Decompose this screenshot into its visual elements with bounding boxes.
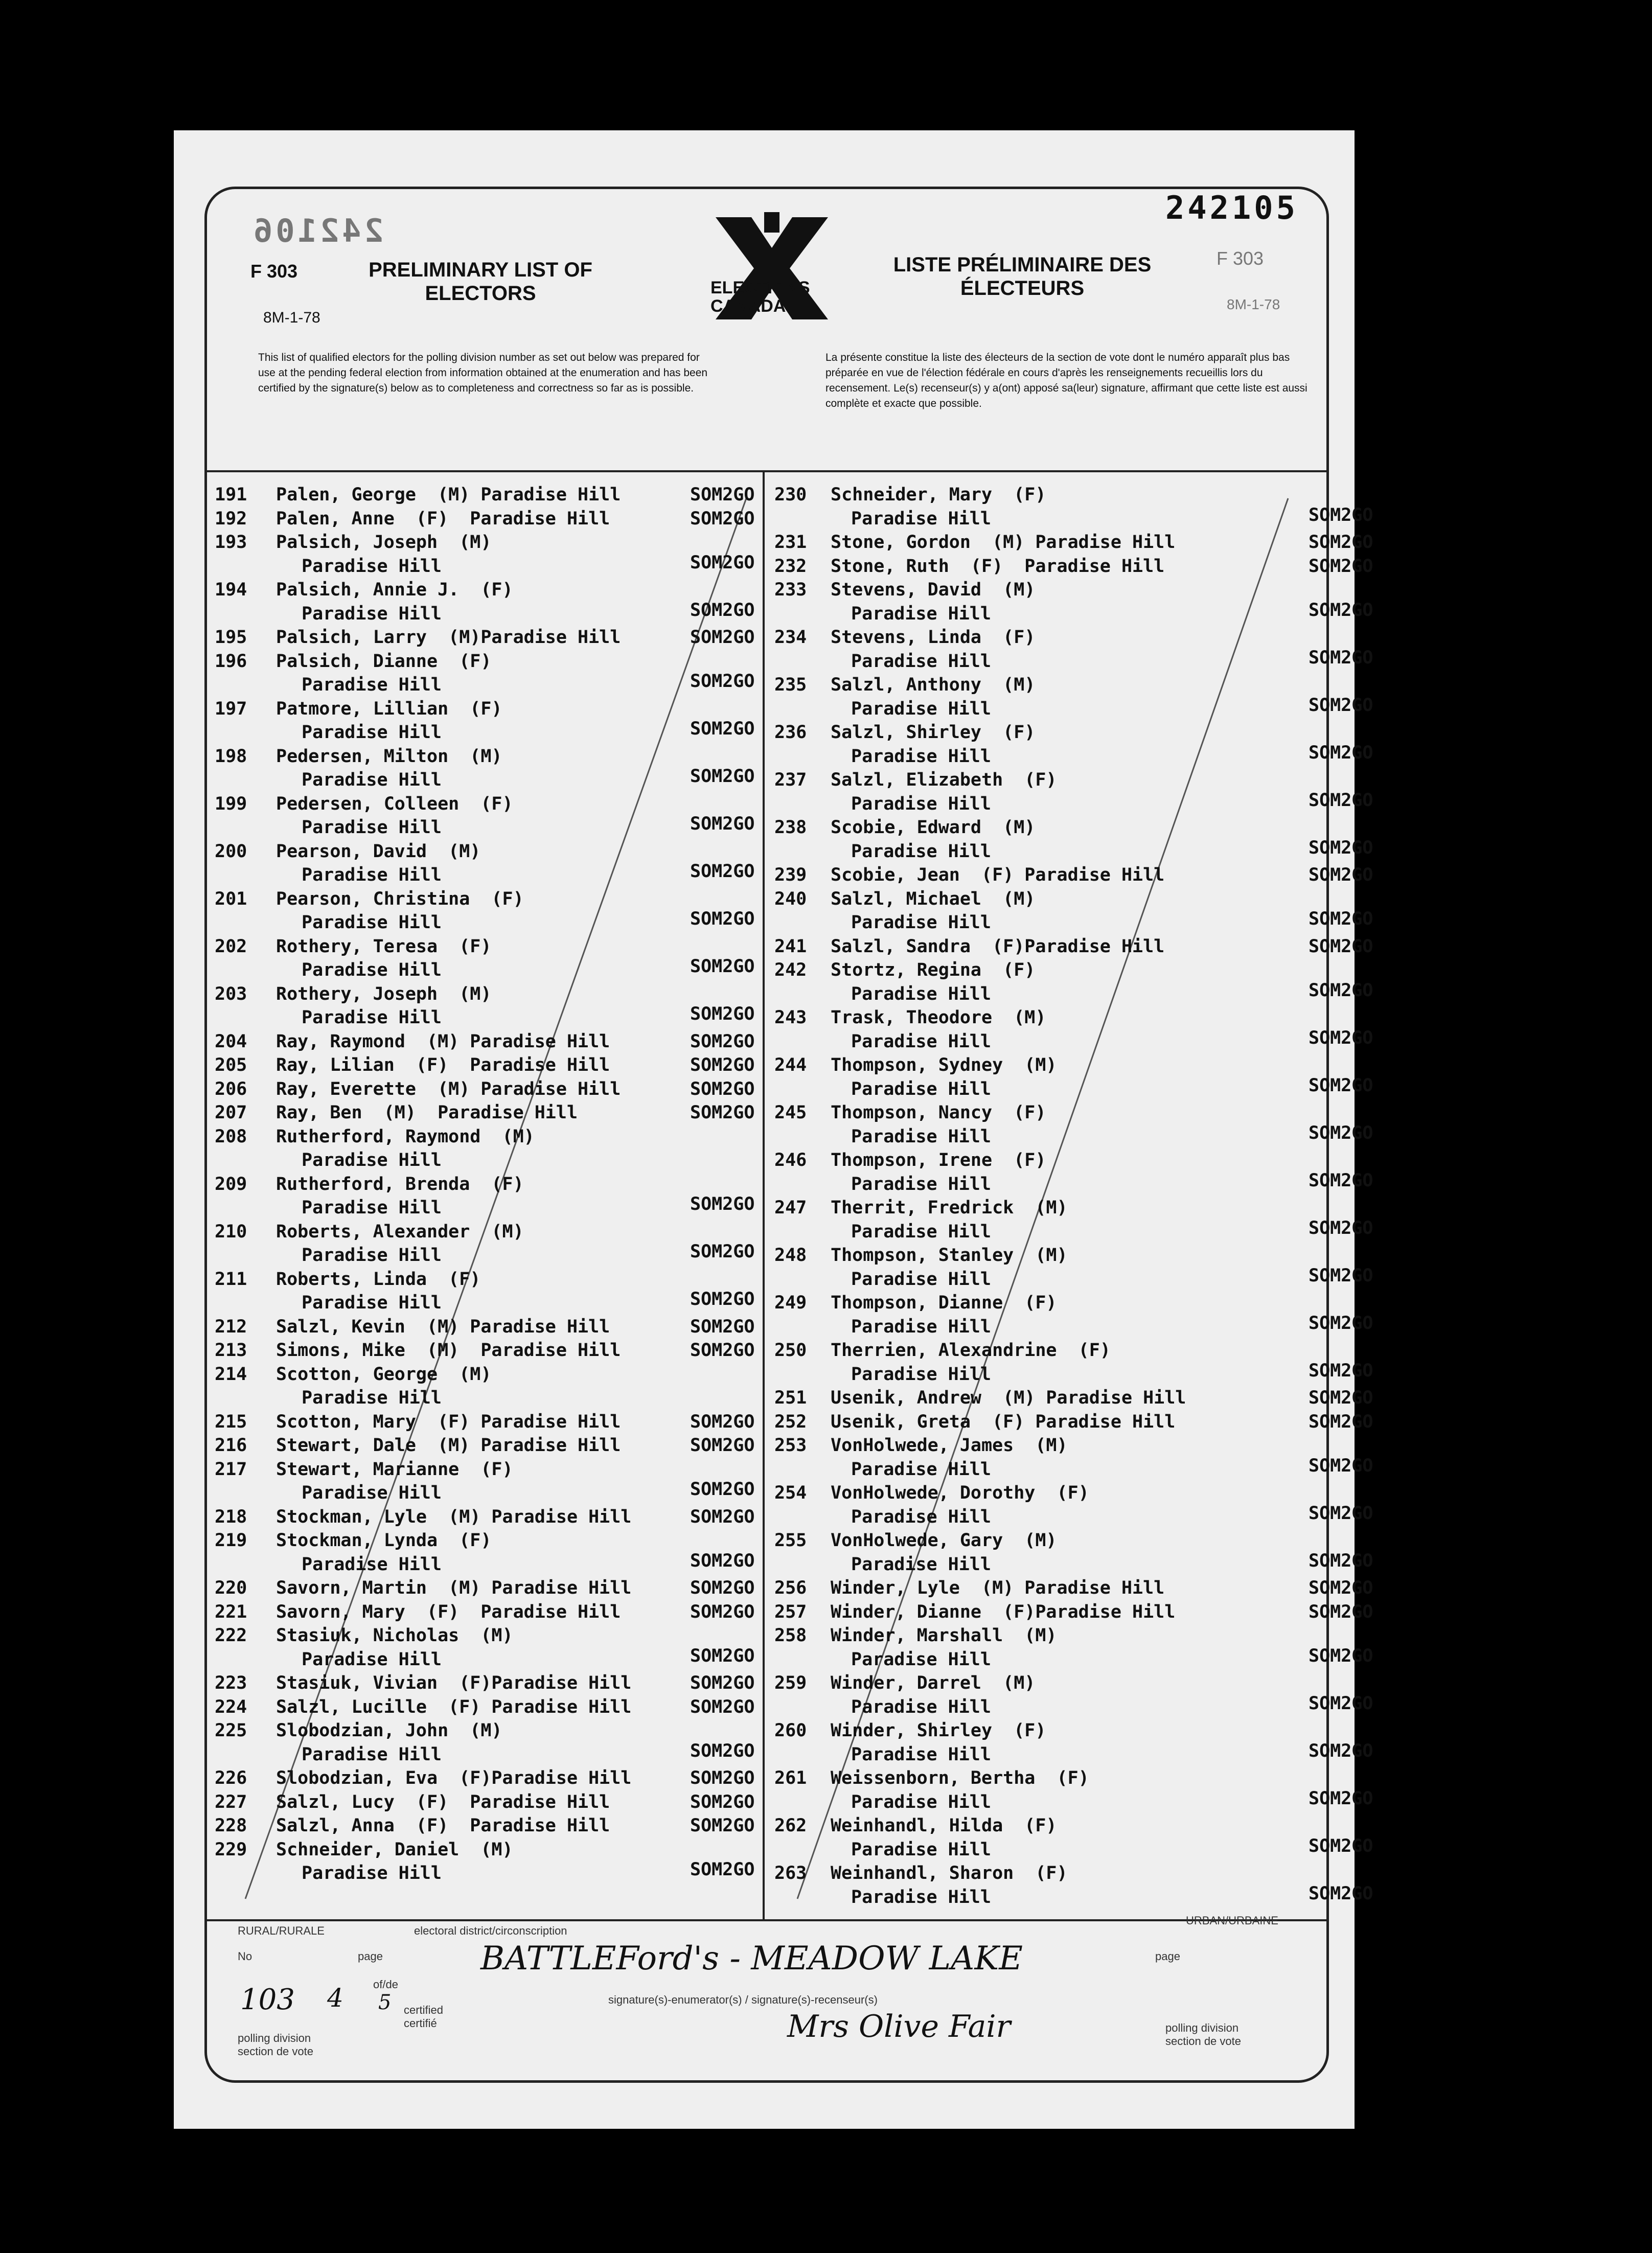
postal-code: SOM2GO — [690, 1578, 755, 1598]
elector-town: Paradise Hill — [302, 912, 442, 933]
elector-number: 257 — [774, 1601, 807, 1622]
elector-name: Rutherford, Brenda (F) — [276, 1174, 524, 1194]
elector-name: Salzl, Lucille (F) Paradise Hill — [276, 1696, 632, 1717]
elector-number: 195 — [215, 627, 247, 648]
elector-name: Stewart, Marianne (F) — [276, 1459, 513, 1480]
elector-number: 223 — [215, 1673, 247, 1693]
postal-code: SOM2GO — [1309, 790, 1373, 811]
elector-name: Ray, Everette (M) Paradise Hill — [276, 1078, 621, 1099]
postal-code: SOM2GO — [690, 1102, 755, 1123]
elector-name: Weinhandl, Hilda (F) — [831, 1815, 1057, 1836]
elector-number: 255 — [774, 1530, 807, 1551]
elector-number: 221 — [215, 1601, 247, 1622]
serial-number: 242105 — [1165, 189, 1298, 226]
postal-code: SOM2GO — [690, 1768, 755, 1788]
elector-number: 254 — [774, 1483, 807, 1503]
elector-number: 238 — [774, 817, 807, 838]
elector-name: Salzl, Anna (F) Paradise Hill — [276, 1815, 610, 1836]
postal-code: SOM2GO — [690, 1316, 755, 1337]
elector-number: 236 — [774, 722, 807, 743]
postal-code: SOM2GO — [690, 1411, 755, 1432]
elector-name: Usenik, Greta (F) Paradise Hill — [831, 1411, 1176, 1432]
elector-name: Thompson, Irene (F) — [831, 1150, 1046, 1170]
elector-number: 232 — [774, 556, 807, 577]
elector-number: 216 — [215, 1435, 247, 1456]
elector-name: Stasiuk, Nicholas (M) — [276, 1625, 513, 1646]
postal-code: SOM2GO — [1309, 1360, 1373, 1381]
elector-number: 252 — [774, 1411, 807, 1432]
elector-number: 231 — [774, 532, 807, 553]
elector-number: 233 — [774, 580, 807, 600]
elector-town: Paradise Hill — [302, 1554, 442, 1575]
elector-name: Thompson, Nancy (F) — [831, 1102, 1046, 1123]
elector-number: 239 — [774, 865, 807, 885]
postal-code: SOM2GO — [1309, 837, 1373, 858]
postal-code: SOM2GO — [690, 1696, 755, 1717]
postal-code: SOM2GO — [1309, 1503, 1373, 1524]
elector-town: Paradise Hill — [302, 1388, 442, 1408]
elector-town: Paradise Hill — [851, 1459, 991, 1480]
elector-name: Stortz, Regina (F) — [831, 960, 1036, 980]
elector-number: 200 — [215, 841, 247, 862]
elector-number: 211 — [215, 1269, 247, 1290]
elector-town: Paradise Hill — [851, 1364, 991, 1385]
elector-name: Pearson, Christina (F) — [276, 888, 524, 909]
elector-name: Schneider, Daniel (M) — [276, 1839, 513, 1860]
elector-number: 215 — [215, 1411, 247, 1432]
elector-number: 201 — [215, 888, 247, 909]
postal-code: SOM2GO — [690, 1194, 755, 1215]
elector-town: Paradise Hill — [302, 770, 442, 790]
postal-code: SOM2GO — [1309, 1217, 1373, 1238]
postal-code: SOM2GO — [690, 719, 755, 740]
postal-code: SOM2GO — [1309, 532, 1373, 553]
elector-number: 240 — [774, 888, 807, 909]
elector-name: Therrien, Alexandrine (F) — [831, 1340, 1111, 1361]
title-french: LISTE PRÉLIMINAIRE DES ÉLECTEURS — [893, 254, 1152, 300]
elector-town: Paradise Hill — [851, 1887, 991, 1907]
postal-code: SOM2GO — [1309, 504, 1373, 525]
elector-number: 228 — [215, 1815, 247, 1836]
district-label: electoral district/circonscription — [414, 1924, 567, 1937]
elector-name: Ray, Lilian (F) Paradise Hill — [276, 1055, 610, 1075]
postal-code: SOM2GO — [690, 1004, 755, 1025]
elector-town: Paradise Hill — [851, 1696, 991, 1717]
postal-code: SOM2GO — [1309, 1788, 1373, 1809]
elector-name: Salzl, Lucy (F) Paradise Hill — [276, 1791, 610, 1812]
elector-name: Weissenborn, Bertha (F) — [831, 1768, 1089, 1788]
elector-name: Salzl, Kevin (M) Paradise Hill — [276, 1316, 610, 1337]
elector-number: 253 — [774, 1435, 807, 1456]
postal-code: SOM2GO — [1309, 1693, 1373, 1714]
district-handwritten: BATTLEFord's - MEADOW LAKE — [480, 1940, 1023, 1978]
postal-code: SOM2GO — [690, 1740, 755, 1761]
header-divider — [204, 470, 1326, 472]
elector-town: Paradise Hill — [851, 1174, 991, 1194]
elector-name: Palen, George (M) Paradise Hill — [276, 485, 621, 505]
elector-name: Patmore, Lillian (F) — [276, 698, 502, 719]
elector-number: 206 — [215, 1078, 247, 1099]
elector-name: Stockman, Lyle (M) Paradise Hill — [276, 1506, 632, 1527]
elector-number: 230 — [774, 485, 807, 505]
elector-name: Stockman, Lynda (F) — [276, 1530, 492, 1551]
postal-code: SOM2GO — [690, 861, 755, 882]
postal-code: SOM2GO — [690, 485, 755, 505]
postal-code: SOM2GO — [1309, 600, 1373, 620]
page-total-handwritten: 5 — [378, 1991, 392, 2014]
elector-name: VonHolwede, Dorothy (F) — [831, 1483, 1089, 1503]
postal-code: SOM2GO — [690, 766, 755, 787]
elector-name: Palsich, Joseph (M) — [276, 532, 492, 553]
elector-name: Simons, Mike (M) Paradise Hill — [276, 1340, 621, 1361]
elector-town: Paradise Hill — [851, 746, 991, 767]
postal-code: SOM2GO — [690, 814, 755, 835]
postal-code: SOM2GO — [1309, 1883, 1373, 1904]
postal-code: SOM2GO — [1309, 1455, 1373, 1476]
elector-town: Paradise Hill — [851, 1126, 991, 1147]
elector-town: Paradise Hill — [851, 651, 991, 672]
postal-code: SOM2GO — [690, 1815, 755, 1836]
postal-code: SOM2GO — [690, 1340, 755, 1361]
elector-town: Paradise Hill — [302, 1150, 442, 1170]
form-date-bleed: 8M-1-78 — [1227, 296, 1280, 312]
elector-number: 237 — [774, 770, 807, 790]
elector-town: Paradise Hill — [302, 1744, 442, 1765]
elector-name: Scotton, George (M) — [276, 1364, 492, 1385]
elector-number: 247 — [774, 1198, 807, 1218]
elector-name: Salzl, Sandra (F)Paradise Hill — [831, 936, 1165, 957]
postal-code: SOM2GO — [690, 1479, 755, 1500]
postal-code: SOM2GO — [690, 1506, 755, 1527]
elector-town: Paradise Hill — [302, 675, 442, 695]
elector-name: Winder, Lyle (M) Paradise Hill — [831, 1578, 1165, 1598]
elector-town: Paradise Hill — [851, 841, 991, 862]
elector-name: Palen, Anne (F) Paradise Hill — [276, 508, 610, 529]
elector-number: 192 — [215, 508, 247, 529]
elector-number: 256 — [774, 1578, 807, 1598]
elector-name: Pearson, David (M) — [276, 841, 481, 862]
elector-name: Rothery, Joseph (M) — [276, 983, 492, 1004]
poll-number-handwritten: 103 — [240, 1983, 295, 2016]
polling-division-label-right: polling division section de vote — [1165, 2021, 1241, 2048]
postal-code: SOM2GO — [690, 1055, 755, 1075]
elector-town: Paradise Hill — [851, 1316, 991, 1337]
no-label: No — [238, 1950, 253, 1963]
elector-number: 246 — [774, 1150, 807, 1170]
elector-town: Paradise Hill — [851, 508, 991, 529]
elector-name: Rothery, Teresa (F) — [276, 936, 492, 957]
enumerator-signature: Mrs Olive Fair — [787, 2009, 1011, 2044]
elector-number: 262 — [774, 1815, 807, 1836]
elector-name: Pedersen, Milton (M) — [276, 746, 502, 767]
elector-number: 194 — [215, 580, 247, 600]
preamble-english: This list of qualified electors for the polling division number as set out below was prepared for use at the pending federal election from information obtained at the enumeration and has been certified by the signature(s) below as to completeness and correctness so far as is possible. — [258, 352, 708, 394]
postal-code: SOM2GO — [690, 1791, 755, 1812]
elector-name: Therrit, Fredrick (M) — [831, 1198, 1068, 1218]
elector-name: Usenik, Andrew (M) Paradise Hill — [831, 1388, 1186, 1408]
postal-code: SOM2GO — [1309, 1075, 1373, 1096]
elector-town: Paradise Hill — [302, 1007, 442, 1028]
elector-town: Paradise Hill — [302, 817, 442, 838]
elector-number: 198 — [215, 746, 247, 767]
polling-division-label: polling division section de vote — [238, 2032, 313, 2058]
postal-code: SOM2GO — [1309, 936, 1373, 957]
postal-code: SOM2GO — [1309, 1601, 1373, 1622]
elector-name: Stone, Gordon (M) Paradise Hill — [831, 532, 1176, 553]
elector-number: 235 — [774, 675, 807, 695]
postal-code: SOM2GO — [1309, 1578, 1373, 1598]
postal-code: SOM2GO — [690, 552, 755, 573]
form-date: 8M-1-78 — [263, 309, 320, 326]
elector-number: 207 — [215, 1102, 247, 1123]
elector-number: 263 — [774, 1863, 807, 1883]
elector-number: 210 — [215, 1221, 247, 1242]
signature-label: signature(s)-enumerator(s) / signature(s)-recenseur(s) — [608, 1993, 878, 2006]
rural-label: RURAL/RURALE — [238, 1924, 325, 1937]
elector-name: Salzl, Michael (M) — [831, 888, 1036, 909]
elector-town: Paradise Hill — [851, 1791, 991, 1812]
elector-name: Salzl, Anthony (M) — [831, 675, 1036, 695]
elector-number: 243 — [774, 1007, 807, 1028]
elector-name: Winder, Darrel (M) — [831, 1673, 1036, 1693]
elector-number: 227 — [215, 1791, 247, 1812]
postal-code: SOM2GO — [1309, 1411, 1373, 1432]
elector-number: 259 — [774, 1673, 807, 1693]
elector-name: Thompson, Sydney (M) — [831, 1055, 1057, 1075]
elector-town: Paradise Hill — [302, 1863, 442, 1883]
elector-number: 225 — [215, 1720, 247, 1741]
postal-code: SOM2GO — [690, 627, 755, 648]
elector-number: 220 — [215, 1578, 247, 1598]
elector-town: Paradise Hill — [302, 960, 442, 980]
elector-number: 193 — [215, 532, 247, 553]
postal-code: SOM2GO — [690, 1859, 755, 1880]
elector-number: 214 — [215, 1364, 247, 1385]
postal-code: SOM2GO — [1309, 1550, 1373, 1571]
elector-number: 218 — [215, 1506, 247, 1527]
elector-name: Ray, Raymond (M) Paradise Hill — [276, 1031, 610, 1052]
elector-town: Paradise Hill — [851, 1744, 991, 1765]
elector-number: 217 — [215, 1459, 247, 1480]
elector-name: Weinhandl, Sharon (F) — [831, 1863, 1068, 1883]
elector-town: Paradise Hill — [302, 603, 442, 624]
elector-name: Scobie, Edward (M) — [831, 817, 1036, 838]
elector-name: Palsich, Annie J. (F) — [276, 580, 513, 600]
elector-name: Palsich, Larry (M)Paradise Hill — [276, 627, 621, 648]
elector-town: Paradise Hill — [851, 1839, 991, 1860]
postal-code: SOM2GO — [690, 1645, 755, 1666]
postal-code: SOM2GO — [690, 909, 755, 930]
elector-name: Rutherford, Raymond (M) — [276, 1126, 535, 1147]
elector-name: Stevens, David (M) — [831, 580, 1036, 600]
elector-name: Stevens, Linda (F) — [831, 627, 1036, 648]
footer-divider — [204, 1919, 1326, 1921]
postal-code: SOM2GO — [690, 1601, 755, 1622]
elector-town: Paradise Hill — [851, 983, 991, 1004]
elector-name: Scobie, Jean (F) Paradise Hill — [831, 865, 1165, 885]
elector-name: Palsich, Dianne (F) — [276, 651, 492, 672]
elector-town: Paradise Hill — [302, 722, 442, 743]
elector-number: 241 — [774, 936, 807, 957]
elector-number: 191 — [215, 485, 247, 505]
elector-name: Roberts, Linda (F) — [276, 1269, 481, 1290]
postal-code: SOM2GO — [690, 1242, 755, 1262]
postal-code: SOM2GO — [1309, 695, 1373, 716]
elector-town: Paradise Hill — [302, 1293, 442, 1313]
elector-number: 251 — [774, 1388, 807, 1408]
postal-code: SOM2GO — [690, 1031, 755, 1052]
title-english: PRELIMINARY LIST OF ELECTORS — [369, 259, 592, 305]
preamble-french: La présente constitue la liste des électeurs de la section de vote dont le numéro apparaît plus bas préparée en vue de l'élection fédérale en cours d'après les renseignements recueillis lors du recensement. Le(s) recenseur(s) y a(ont) apposé sa(leur) signature, affirmant que cette liste est aussi complète et exacte que possible. — [825, 352, 1307, 409]
elector-number: 226 — [215, 1768, 247, 1788]
elector-town: Paradise Hill — [302, 1483, 442, 1503]
postal-code: SOM2GO — [690, 1550, 755, 1571]
postal-code: SOM2GO — [1309, 865, 1373, 885]
postal-code: SOM2GO — [690, 1673, 755, 1693]
elector-number: 248 — [774, 1245, 807, 1266]
elector-name: Savorn, Mary (F) Paradise Hill — [276, 1601, 621, 1622]
elector-name: Slobodzian, Eva (F)Paradise Hill — [276, 1768, 632, 1788]
elector-number: 197 — [215, 698, 247, 719]
elector-number: 209 — [215, 1174, 247, 1194]
elector-number: 196 — [215, 651, 247, 672]
elector-town: Paradise Hill — [851, 1649, 991, 1670]
elector-name: Pedersen, Colleen (F) — [276, 793, 513, 814]
of-label: of/de — [373, 1978, 398, 1991]
elector-number: 224 — [215, 1696, 247, 1717]
column-divider — [763, 470, 765, 1919]
postal-code: SOM2GO — [690, 1078, 755, 1099]
elector-number: 260 — [774, 1720, 807, 1741]
postal-code: SOM2GO — [690, 600, 755, 620]
elector-name: Salzl, Elizabeth (F) — [831, 770, 1057, 790]
elector-town: Paradise Hill — [302, 1649, 442, 1670]
page-label-right: page — [1155, 1950, 1180, 1963]
elector-name: Thompson, Dianne (F) — [831, 1293, 1057, 1313]
postal-code: SOM2GO — [1309, 909, 1373, 930]
elector-name: Schneider, Mary (F) — [831, 485, 1046, 505]
postal-code: SOM2GO — [690, 1435, 755, 1456]
postal-code: SOM2GO — [690, 671, 755, 692]
postal-code: SOM2GO — [1309, 1835, 1373, 1856]
elector-name: Slobodzian, John (M) — [276, 1720, 502, 1741]
elector-number: 222 — [215, 1625, 247, 1646]
elector-number: 202 — [215, 936, 247, 957]
logo-text: ELECTIONS CANADA — [710, 278, 810, 316]
postal-code: SOM2GO — [1309, 1313, 1373, 1334]
postal-code: SOM2GO — [1309, 1645, 1373, 1666]
elector-number: 229 — [215, 1839, 247, 1860]
elector-name: Winder, Shirley (F) — [831, 1720, 1046, 1741]
elector-town: Paradise Hill — [302, 1198, 442, 1218]
postal-code: SOM2GO — [1309, 742, 1373, 763]
postal-code: SOM2GO — [1309, 1122, 1373, 1143]
postal-code: SOM2GO — [1309, 1740, 1373, 1761]
elector-number: 208 — [215, 1126, 247, 1147]
elector-town: Paradise Hill — [302, 556, 442, 577]
elector-name: Salzl, Shirley (F) — [831, 722, 1036, 743]
elector-number: 244 — [774, 1055, 807, 1075]
elector-number: 234 — [774, 627, 807, 648]
elector-number: 213 — [215, 1340, 247, 1361]
serial-number-bleed: 242106 — [250, 212, 383, 249]
postal-code: SOM2GO — [1309, 556, 1373, 577]
postal-code: SOM2GO — [1309, 1388, 1373, 1408]
elector-number: 204 — [215, 1031, 247, 1052]
elector-town: Paradise Hill — [851, 1269, 991, 1290]
postal-code: SOM2GO — [1309, 1170, 1373, 1191]
elector-name: Winder, Marshall (M) — [831, 1625, 1057, 1646]
document-page — [174, 130, 1373, 2129]
elector-number: 242 — [774, 960, 807, 980]
elector-number: 212 — [215, 1316, 247, 1337]
postal-code: SOM2GO — [690, 956, 755, 977]
elector-number: 261 — [774, 1768, 807, 1788]
elector-name: Ray, Ben (M) Paradise Hill — [276, 1102, 578, 1123]
postal-code: SOM2GO — [690, 508, 755, 529]
elector-number: 203 — [215, 983, 247, 1004]
elector-number: 219 — [215, 1530, 247, 1551]
elector-name: Trask, Theodore (M) — [831, 1007, 1046, 1028]
elector-number: 258 — [774, 1625, 807, 1646]
postal-code: SOM2GO — [1309, 1027, 1373, 1048]
elector-town: Paradise Hill — [851, 1078, 991, 1099]
elector-name: Scotton, Mary (F) Paradise Hill — [276, 1411, 621, 1432]
elector-town: Paradise Hill — [851, 1031, 991, 1052]
page-label: page — [358, 1950, 383, 1963]
certified-label: certified certifié — [404, 2004, 444, 2030]
elector-town: Paradise Hill — [851, 1554, 991, 1575]
page-number-handwritten: 4 — [327, 1983, 343, 2013]
elector-number: 245 — [774, 1102, 807, 1123]
elector-town: Paradise Hill — [851, 603, 991, 624]
elector-town: Paradise Hill — [851, 698, 991, 719]
elector-town: Paradise Hill — [302, 1245, 442, 1266]
elector-town: Paradise Hill — [302, 865, 442, 885]
postal-code: SOM2GO — [1309, 1265, 1373, 1286]
postal-code: SOM2GO — [690, 1289, 755, 1310]
elector-name: Stasiuk, Vivian (F)Paradise Hill — [276, 1673, 632, 1693]
elector-town: Paradise Hill — [851, 912, 991, 933]
elector-number: 249 — [774, 1293, 807, 1313]
elector-town: Paradise Hill — [851, 1221, 991, 1242]
elector-name: VonHolwede, Gary (M) — [831, 1530, 1057, 1551]
elector-number: 205 — [215, 1055, 247, 1075]
form-number: F 303 — [250, 261, 298, 282]
postal-code: SOM2GO — [1309, 980, 1373, 1001]
elector-name: Savorn, Martin (M) Paradise Hill — [276, 1578, 632, 1598]
elector-town: Paradise Hill — [851, 1506, 991, 1527]
elector-name: VonHolwede, James (M) — [831, 1435, 1068, 1456]
elector-name: Roberts, Alexander (M) — [276, 1221, 524, 1242]
form-number-bleed: F 303 — [1217, 248, 1264, 269]
elector-name: Winder, Dianne (F)Paradise Hill — [831, 1601, 1176, 1622]
elector-name: Stone, Ruth (F) Paradise Hill — [831, 556, 1165, 577]
elector-number: 250 — [774, 1340, 807, 1361]
postal-code: SOM2GO — [1309, 647, 1373, 668]
urban-label: URBAN/URBAINE — [1186, 1914, 1278, 1927]
elector-town: Paradise Hill — [851, 793, 991, 814]
elector-name: Stewart, Dale (M) Paradise Hill — [276, 1435, 621, 1456]
elector-name: Thompson, Stanley (M) — [831, 1245, 1068, 1266]
elector-number: 199 — [215, 793, 247, 814]
